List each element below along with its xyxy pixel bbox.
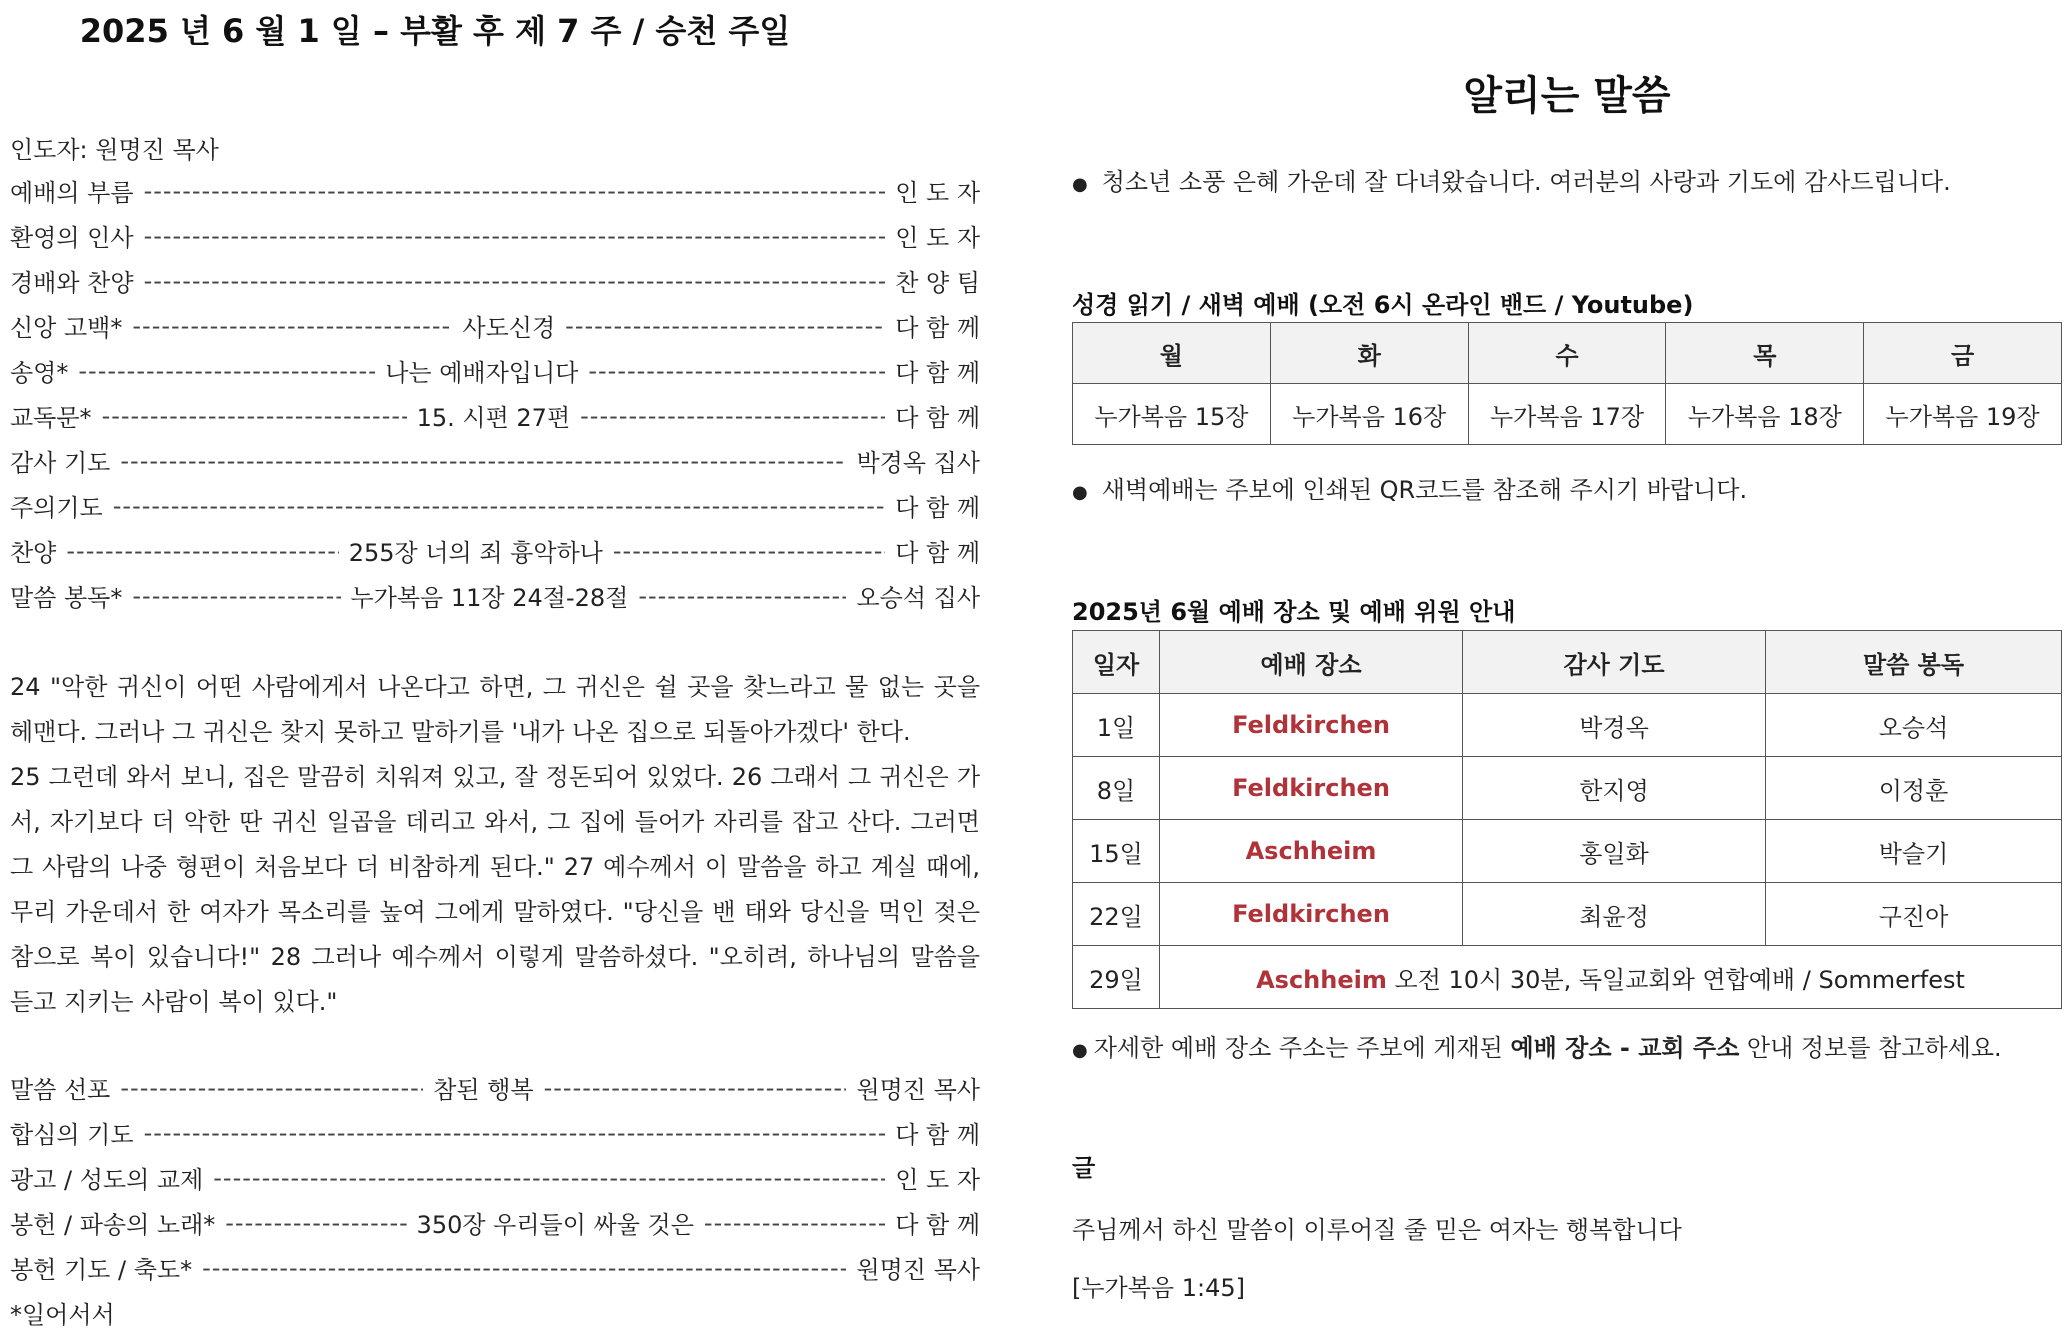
reading-cell: 누가복음 18장	[1666, 384, 1864, 445]
reading-cell: 누가복음 19장	[1864, 384, 2062, 445]
worship-order-list-2	[10, 1065, 980, 1290]
order-content: 나는 예배자입니다	[385, 359, 579, 387]
verse-reference: [누가복음 1:45]	[1072, 1274, 1245, 1302]
memory-verse: 주님께서 하신 말씀이 이루어질 줄 믿은 여자는 행복합니다	[1072, 1216, 1682, 1244]
date-header: 일자	[1073, 631, 1160, 694]
leader-dashes	[144, 177, 886, 205]
reading-cell: 박슬기	[1766, 820, 2062, 883]
reading-cell: 구진아	[1766, 883, 2062, 946]
day-header: 금	[1864, 323, 2062, 384]
joint-service-note: 오전 10시 30분, 독일교회와 연합예배 / Sommerfest	[1386, 965, 1965, 994]
leader-dashes	[225, 1209, 406, 1237]
leader-dashes	[638, 582, 846, 610]
leader-dashes	[580, 402, 885, 430]
order-content: 참된 행복	[433, 1076, 534, 1104]
order-item: 합심의 기도	[10, 1121, 134, 1149]
text-segment: 안내 정보를 참고하세요.	[1739, 1034, 2002, 1062]
day-header: 목	[1666, 323, 1864, 384]
order-content: 사도신경	[462, 314, 556, 342]
bold-separator: -	[1611, 1034, 1639, 1062]
order-row	[10, 213, 980, 258]
announcements-title	[1072, 64, 2062, 121]
bible-reading-table	[1072, 322, 2062, 445]
schedule-table	[1072, 630, 2062, 1009]
order-item: 말씀 봉독*	[10, 584, 123, 612]
table-row	[1073, 384, 2062, 445]
table-header-row	[1073, 631, 2062, 694]
place-cell: Feldkirchen	[1160, 694, 1463, 757]
bold-segment: 교회 주소	[1638, 1034, 1740, 1062]
leader-dashes	[132, 582, 340, 610]
order-item: 광고 / 성도의 교제	[10, 1166, 204, 1194]
stand-note: *일어서서	[10, 1301, 115, 1329]
announcement-item	[1072, 1028, 2002, 1063]
leader-dashes	[588, 357, 885, 385]
announcement-text	[1094, 1028, 2002, 1063]
order-person: 원명진 목사	[856, 1256, 980, 1284]
order-content: 15. 시편 27편	[416, 404, 571, 432]
leader-dashes	[202, 1254, 846, 1282]
order-item: 환영의 인사	[10, 224, 134, 252]
order-person: 다 함 께	[895, 1121, 980, 1149]
order-person: 인 도 자	[895, 1166, 980, 1194]
date-cell: 22일	[1073, 883, 1160, 946]
word-heading: 글	[1072, 1154, 1096, 1182]
announcement-item	[1072, 162, 1951, 197]
table-row	[1073, 883, 2062, 946]
leader-dashes	[565, 312, 885, 340]
order-item: 교독문*	[10, 404, 92, 432]
scripture-paragraph: 24 "악한 귀신이 어떤 사람에게서 나온다고 하면, 그 귀신은 쉴 곳을 찾느라고 물 없는 곳을 헤맨다. 그러나 그 귀신은 찾지 못하고 말하기를 '내가 나온 집으로 되돌아가겠다' 한다.	[10, 673, 980, 746]
reading-header: 말씀 봉독	[1766, 631, 2062, 694]
place-cell: Aschheim	[1160, 820, 1463, 883]
leader-dashes	[144, 1119, 886, 1147]
order-person: 인 도 자	[895, 179, 980, 207]
worship-leader: 인도자: 원명진 목사	[10, 136, 219, 164]
bible-reading-heading: 성경 읽기 / 새벽 예배 (오전 6시 온라인 밴드 / Youtube)	[1072, 291, 1694, 319]
order-person: 다 함 께	[895, 404, 980, 432]
announcement-item	[1072, 470, 1747, 505]
order-item: 봉헌 기도 / 축도*	[10, 1256, 193, 1284]
order-row	[10, 528, 980, 573]
scripture-passage	[10, 665, 980, 1025]
bulletin-title: 2025 년 6 월 1 일 – 부활 후 제 7 주 / 승천 주일	[79, 12, 791, 50]
order-item: 봉헌 / 파송의 노래*	[10, 1211, 216, 1239]
order-row	[10, 168, 980, 213]
order-person: 원명진 목사	[856, 1076, 980, 1104]
joint-service-cell	[1160, 946, 2062, 1009]
order-row	[10, 483, 980, 528]
leader-dashes	[144, 267, 886, 295]
table-row	[1073, 757, 2062, 820]
reading-cell: 누가복음 16장	[1270, 384, 1468, 445]
day-header: 화	[1270, 323, 1468, 384]
order-content: 350장 우리들이 싸울 것은	[416, 1211, 694, 1239]
order-item: 주의기도	[10, 494, 103, 522]
table-row	[1073, 946, 2062, 1009]
order-row	[10, 438, 980, 483]
place-header: 예배 장소	[1160, 631, 1463, 694]
order-person: 박경옥 집사	[856, 449, 980, 477]
prayer-cell: 한지영	[1463, 757, 1766, 820]
text-segment: 자세한 예배 장소 주소는 주보에 게재된	[1093, 1034, 1511, 1062]
order-row	[10, 393, 980, 438]
order-person: 다 함 께	[895, 314, 980, 342]
order-item: 말씀 선포	[10, 1076, 111, 1104]
order-row	[10, 348, 980, 393]
order-person: 다 함 께	[895, 359, 981, 387]
leader-dashes	[704, 1209, 885, 1237]
reading-cell: 누가복음 15장	[1073, 384, 1271, 445]
bullet-icon: ●	[1072, 174, 1088, 195]
date-cell: 1일	[1073, 694, 1160, 757]
leader-dashes	[102, 402, 407, 430]
order-row	[10, 303, 980, 348]
order-row	[10, 1200, 980, 1245]
order-item: 찬양	[10, 539, 57, 567]
order-person: 찬 양 팀	[895, 269, 980, 297]
order-row	[10, 1110, 980, 1155]
leader-dashes	[120, 447, 846, 475]
day-header: 월	[1073, 323, 1271, 384]
leader-dashes	[544, 1074, 847, 1102]
leader-dashes	[213, 1164, 885, 1192]
order-item: 예배의 부름	[10, 179, 134, 207]
leader-dashes	[132, 312, 452, 340]
prayer-cell: 홍일화	[1463, 820, 1766, 883]
prayer-cell: 박경옥	[1463, 694, 1766, 757]
leader-dashes	[120, 1074, 423, 1102]
order-person: 오승석 집사	[856, 584, 981, 612]
location-name: Aschheim	[1256, 965, 1387, 994]
leader-dashes	[66, 537, 338, 565]
announcement-text: 새벽예배는 주보에 인쇄된 QR코드를 참조해 주시기 바랍니다.	[1101, 476, 1748, 504]
leader-dashes	[78, 357, 375, 385]
bold-segment: 예배 장소	[1510, 1034, 1612, 1062]
order-person: 인 도 자	[895, 224, 980, 252]
prayer-cell: 최윤정	[1463, 883, 1766, 946]
schedule-heading: 2025년 6월 예배 장소 및 예배 위원 안내	[1072, 598, 1516, 626]
table-header-row	[1073, 323, 2062, 384]
bullet-icon: ●	[1072, 482, 1088, 503]
reading-cell: 오승석	[1766, 694, 2062, 757]
date-cell: 29일	[1073, 946, 1160, 1009]
order-row	[10, 573, 980, 618]
order-row	[10, 1065, 980, 1110]
order-row	[10, 1155, 980, 1200]
order-content: 255장 너의 죄 흉악하나	[348, 539, 603, 567]
order-person: 다 함 께	[895, 539, 981, 567]
leader-dashes	[144, 222, 886, 250]
order-item: 송영*	[10, 359, 69, 387]
order-content: 누가복음 11장 24절-28절	[350, 584, 629, 612]
table-row	[1073, 694, 2062, 757]
prayer-header: 감사 기도	[1463, 631, 1766, 694]
announcements-title-text: 알리는 말씀	[1463, 73, 1671, 119]
announcement-text: 청소년 소풍 은혜 가운데 잘 다녀왔습니다. 여러분의 사랑과 기도에 감사드립니다.	[1101, 168, 1951, 196]
order-row	[10, 1245, 980, 1290]
place-cell: Feldkirchen	[1160, 883, 1463, 946]
worship-order-list	[10, 168, 980, 618]
order-item: 경배와 찬양	[10, 269, 134, 297]
reading-cell: 누가복음 17장	[1468, 384, 1666, 445]
leader-dashes	[113, 492, 885, 520]
day-header: 수	[1468, 323, 1666, 384]
order-item: 감사 기도	[10, 449, 111, 477]
scripture-paragraph: 25 그런데 와서 보니, 집은 말끔히 치워져 있고, 잘 정돈되어 있었다. 26 그래서 그 귀신은 가서, 자기보다 더 악한 딴 귀신 일곱을 데리고 와서, 그 집에 들어가 자리를 잡고 산다. 그러면 그 사람의 나중 형편이 처음보다 더 비참하게 된다." 27 예수께서 이 말씀을 하고 계실 때에, 무리 가운데서 한 여자가 목소리를 높여 그에게 말하였다. "당신을 밴 태와 당신을 먹인 젖은 참으로 복이 있습니다!" 28 그러나 예수께서 이렇게 말씀하셨다. "오히려, 하나님의 말씀을 듣고 지키는 사람이 복이 있다."	[10, 763, 980, 1016]
order-person: 다 함 께	[895, 494, 980, 522]
leader-dashes	[613, 537, 885, 565]
bullet-icon: ●	[1072, 1040, 1088, 1061]
table-row	[1073, 820, 2062, 883]
order-person: 다 함 께	[895, 1211, 980, 1239]
date-cell: 15일	[1073, 820, 1160, 883]
reading-cell: 이정훈	[1766, 757, 2062, 820]
order-row	[10, 258, 980, 303]
date-cell: 8일	[1073, 757, 1160, 820]
order-item: 신앙 고백*	[10, 314, 123, 342]
place-cell: Feldkirchen	[1160, 757, 1463, 820]
